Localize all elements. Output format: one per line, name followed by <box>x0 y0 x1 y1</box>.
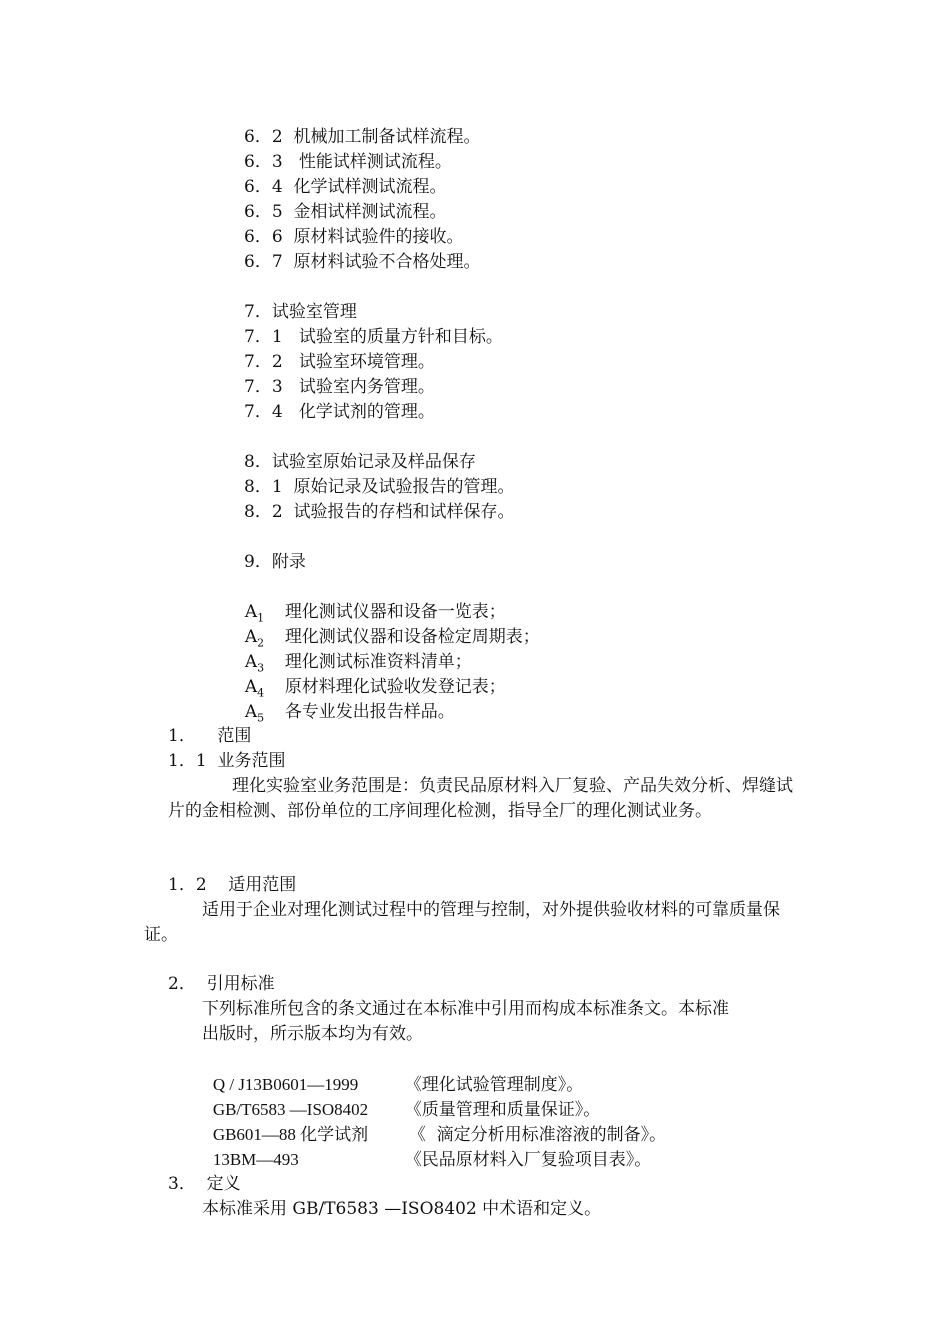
section-1-1-text: 理化实验室业务范围是：负责民品原材料入厂复验、产品失效分析、焊缝试片的金相检测、部份单位的工序间理化检测，指导全厂的理化测试业务。 <box>168 776 793 821</box>
toc-item-7-1: 7．1 试验室的质量方针和目标。 <box>244 327 503 347</box>
reference-code: Q / J13B0601—1999 <box>212 1075 359 1094</box>
appendix-text: 理化测试标准资料清单； <box>284 652 472 672</box>
section-2-text-line-2: 出版时，所示版本均为有效。 <box>202 1024 423 1044</box>
section-2-text-line-1: 下列标准所包含的条文通过在本标准中引用而构成本标准条文。本标准 <box>202 999 729 1019</box>
toc-item-8-1: 8．1 原始记录及试验报告的管理。 <box>244 477 515 497</box>
reference-name: 《 滴定分析用标准溶液的制备》。 <box>408 1125 667 1145</box>
toc-item-6-4: 6．4 化学试样测试流程。 <box>244 177 447 197</box>
section-1-2-text: 适用于企业对理化测试过程中的管理与控制，对外提供验收材料的可靠质量保证。 <box>144 900 780 945</box>
reference-code: GB601—88 化学试剂 <box>212 1125 369 1144</box>
appendix-label: $A_2$ <box>244 627 265 650</box>
toc-item-6-7: 6．7 原材料试验不合格处理。 <box>244 252 481 272</box>
section-3-text: 本标准采用 GB/T6583 —ISO8402 中术语和定义。 <box>202 1199 602 1219</box>
toc-item-6-5: 6．5 金相试样测试流程。 <box>244 202 447 222</box>
toc-item-7-4: 7．4 化学试剂的管理。 <box>244 402 435 422</box>
toc-item-6-2: 6．2 机械加工制备试样流程。 <box>244 127 481 147</box>
appendix-label: $A_3$ <box>244 652 265 675</box>
reference-name: 《民品原材料入厂复验项目表》。 <box>404 1150 652 1170</box>
reference-name: 《理化试验管理制度》。 <box>404 1075 584 1095</box>
toc-item-6-3: 6．3 性能试样测试流程。 <box>244 152 452 172</box>
appendix-label: $A_4$ <box>244 677 265 700</box>
toc-section-9-title: 9．附录 <box>244 552 306 572</box>
section-1-1-title: 1．1 业务范围 <box>168 751 286 771</box>
reference-code: 13BM—493 <box>212 1150 299 1169</box>
reference-row <box>202 1122 651 1173</box>
toc-item-7-3: 7．3 试验室内务管理。 <box>244 377 435 397</box>
appendix-item <box>234 675 455 730</box>
appendix-label: $A_5$ <box>244 702 265 725</box>
section-2-title: 2． 引用标准 <box>168 974 275 994</box>
appendix-text: 理化测试仪器和设备一览表； <box>284 602 506 622</box>
toc-item-7-2: 7．2 试验室环境管理。 <box>244 352 435 372</box>
reference-name: 《质量管理和质量保证》。 <box>404 1100 601 1120</box>
section-3-title: 3． 定义 <box>168 1174 241 1194</box>
appendix-text: 各专业发出报告样品。 <box>284 702 455 722</box>
toc-item-8-2: 8．2 试验报告的存档和试样保存。 <box>244 502 515 522</box>
toc-item-6-6: 6．6 原材料试验件的接收。 <box>244 227 464 247</box>
toc-section-7-title: 7．试验室管理 <box>244 302 357 322</box>
appendix-label: $A_1$ <box>244 602 265 625</box>
toc-section-8-title: 8．试验室原始记录及样品保存 <box>244 452 476 472</box>
appendix-text: 理化测试仪器和设备检定周期表； <box>284 627 540 647</box>
appendix-text: 原材料理化试验收发登记表； <box>284 677 506 697</box>
section-1-2-title: 1．2 适用范围 <box>168 875 297 895</box>
reference-code: GB/T6583 —ISO8402 <box>212 1100 369 1119</box>
section-1-title: 1． 范围 <box>168 726 252 746</box>
